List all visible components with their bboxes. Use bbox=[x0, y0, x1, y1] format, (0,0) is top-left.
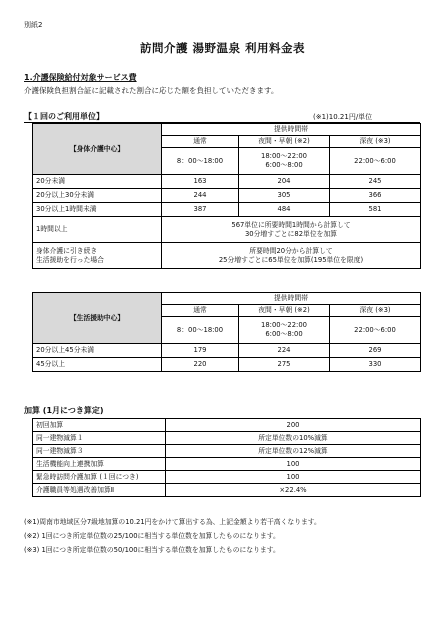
kasan-heading: 加算 (1月につき算定) bbox=[24, 406, 104, 415]
col-late-night-time: 22:00～6:00 bbox=[330, 317, 421, 344]
table-row-over-1-hour: 1時間以上 567単位に所要時間1時間から計算して 30分増すごとに82単位を加算 bbox=[33, 217, 421, 243]
time-band-header: 提供時間帯 bbox=[162, 124, 421, 136]
time-band-header: 提供時間帯 bbox=[162, 293, 421, 305]
note-3: (※3) 1回につき所定単位数の50/100に相当する単位数を加算したものになります。 bbox=[24, 546, 280, 554]
table-row: 初回加算 200 bbox=[33, 419, 421, 432]
col-night-early-time: 18:00～22:00 6:00～8:00 bbox=[239, 148, 330, 175]
col-night-early-header: 夜間・早朝 (※2) bbox=[239, 136, 330, 148]
col-normal-time: 8：00～18:00 bbox=[162, 317, 239, 344]
table-row: 45分以上 220 275 330 bbox=[33, 358, 421, 372]
section1-description: 介護保険負担割合証に記載された割合に応じた額を負担していただきます。 bbox=[24, 86, 279, 95]
daily-life-support-fee-table bbox=[32, 292, 421, 372]
col-normal-time: 8：00～18:00 bbox=[162, 148, 239, 175]
col-night-early-time: 18:00～22:00 6:00～8:00 bbox=[239, 317, 330, 344]
col-normal-header: 通常 bbox=[162, 136, 239, 148]
col-night-early-header: 夜間・早朝 (※2) bbox=[239, 305, 330, 317]
table-row: 20分未満 163 204 245 bbox=[33, 175, 421, 189]
note-2: (※2) 1回につき所定単位数の25/100に相当する単位数を加算したものになります。 bbox=[24, 532, 280, 540]
table1-label: 【１回のご利用単位】 bbox=[24, 112, 104, 121]
col-late-night-header: 深夜 (※3) bbox=[330, 305, 421, 317]
col-normal-header: 通常 bbox=[162, 305, 239, 317]
col-late-night-header: 深夜 (※3) bbox=[330, 136, 421, 148]
table-row: 同一建物減算１ 所定単位数の10%減算 bbox=[33, 432, 421, 445]
note-1: (※1)周南市地域区分7級地加算の10.21円をかけて算出する為、上記金額より若干高くなります。 bbox=[24, 518, 321, 526]
table-row: 介護職員等処遇改善加算Ⅱ ×22.4% bbox=[33, 484, 421, 497]
body-care-fee-table bbox=[32, 123, 421, 269]
annex-label: 別紙2 bbox=[24, 21, 43, 29]
body-care-category: 【身体介護中心】 bbox=[33, 124, 162, 175]
kasan-table bbox=[32, 418, 421, 497]
unit-price-note: (※1)10.21円/単位 bbox=[313, 113, 373, 121]
page-title: 訪問介護 湯野温泉 利用料金表 bbox=[139, 41, 305, 55]
col-late-night-time: 22:00～6:00 bbox=[330, 148, 421, 175]
table-row: 20分以上30分未満 244 305 366 bbox=[33, 189, 421, 203]
section1-heading: 1.介護保険給付対象サービス費 bbox=[24, 73, 137, 82]
table-row: 生活機能向上連携加算 100 bbox=[33, 458, 421, 471]
life-support-category: 【生活援助中心】 bbox=[33, 293, 162, 344]
table-row: 同一建物減算３ 所定単位数の12%減算 bbox=[33, 445, 421, 458]
table-row: 20分以上45分未満 179 224 269 bbox=[33, 344, 421, 358]
table-row: 緊急時訪問介護加算 (１回につき) 100 bbox=[33, 471, 421, 484]
table-row-combined-care: 身体介護に引き続き 生活援助を行った場合 所要時間20分から計算して 25分増すごとに65単位を加算(195単位を限度) bbox=[33, 243, 421, 269]
table-row: 30分以上1時間未満 387 484 581 bbox=[33, 203, 421, 217]
